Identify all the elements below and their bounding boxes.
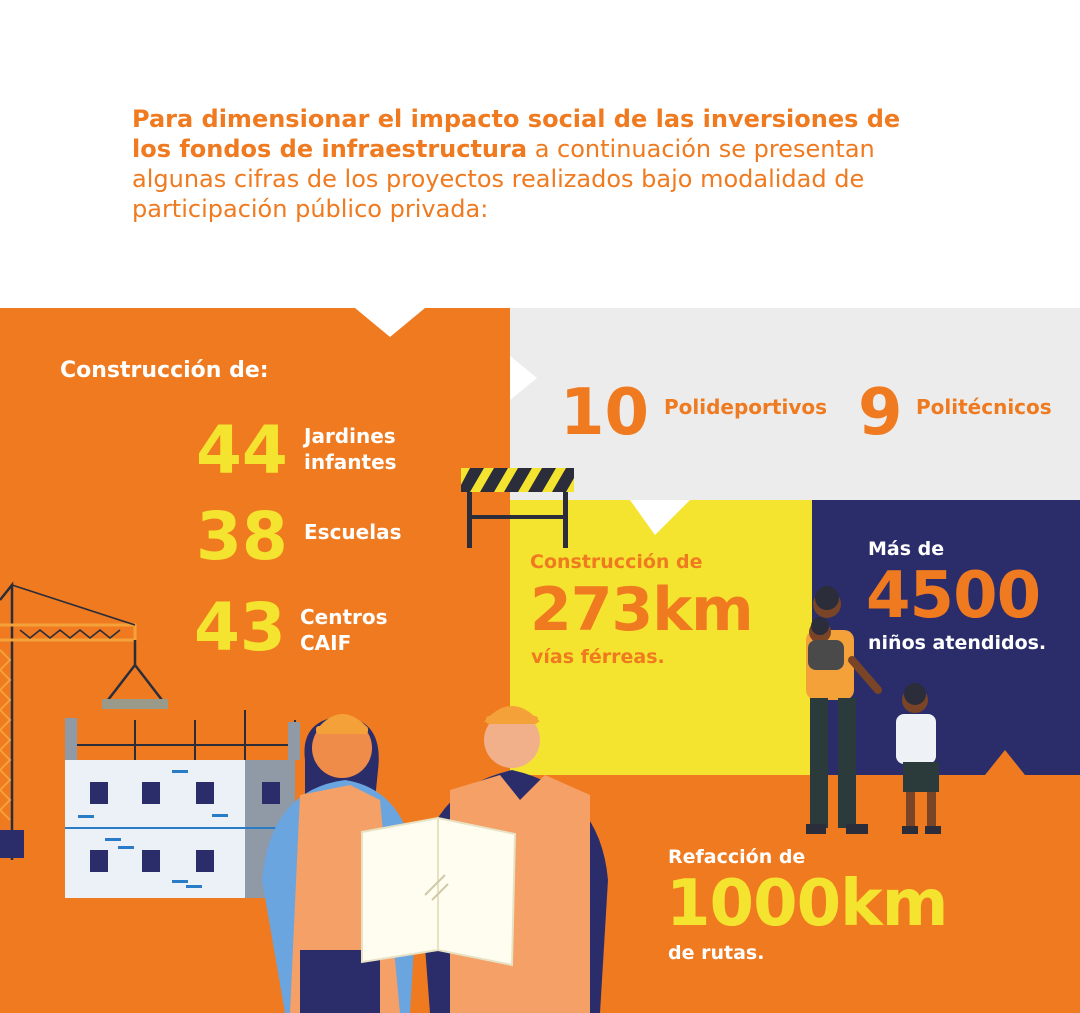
intro-paragraph: [132, 104, 932, 224]
vias-suffix: vías férreas.: [531, 646, 665, 668]
jardines-label-1: Jardines: [304, 424, 396, 448]
construccion-title: Construcción de:: [60, 358, 269, 383]
rutas-value: 1000km: [666, 867, 948, 941]
jardines-number: 44: [196, 412, 288, 489]
vias-prefix: Construcción de: [530, 551, 703, 573]
polideportivos-number: 10: [560, 376, 650, 450]
centros-label-1: Centros: [300, 605, 388, 629]
jardines-label-2: infantes: [304, 450, 397, 474]
rutas-suffix: de rutas.: [668, 942, 765, 964]
centros-number: 43: [194, 589, 286, 666]
rutas-prefix: Refacción de: [668, 846, 806, 868]
intro-regular-text: a continuación se presentan algunas cifras de los proyectos realizados bajo modalidad de participación público privada:: [132, 135, 875, 223]
escuelas-number: 38: [196, 498, 288, 575]
ninos-suffix: niños atendidos.: [868, 632, 1047, 654]
centros-label-2: CAIF: [300, 631, 352, 655]
ninos-value: 4500: [866, 559, 1041, 633]
intro-bold-text: Para dimensionar el impacto social de las inversiones de los fondos de infraestructura: [132, 105, 901, 163]
escuelas-label: Escuelas: [304, 520, 402, 544]
politecnicos-number: 9: [858, 376, 903, 450]
ninos-prefix: Más de: [868, 538, 945, 560]
vias-value: 273km: [530, 575, 753, 645]
politecnicos-label: Politécnicos: [916, 395, 1052, 419]
polideportivos-label: Polideportivos: [664, 395, 828, 419]
